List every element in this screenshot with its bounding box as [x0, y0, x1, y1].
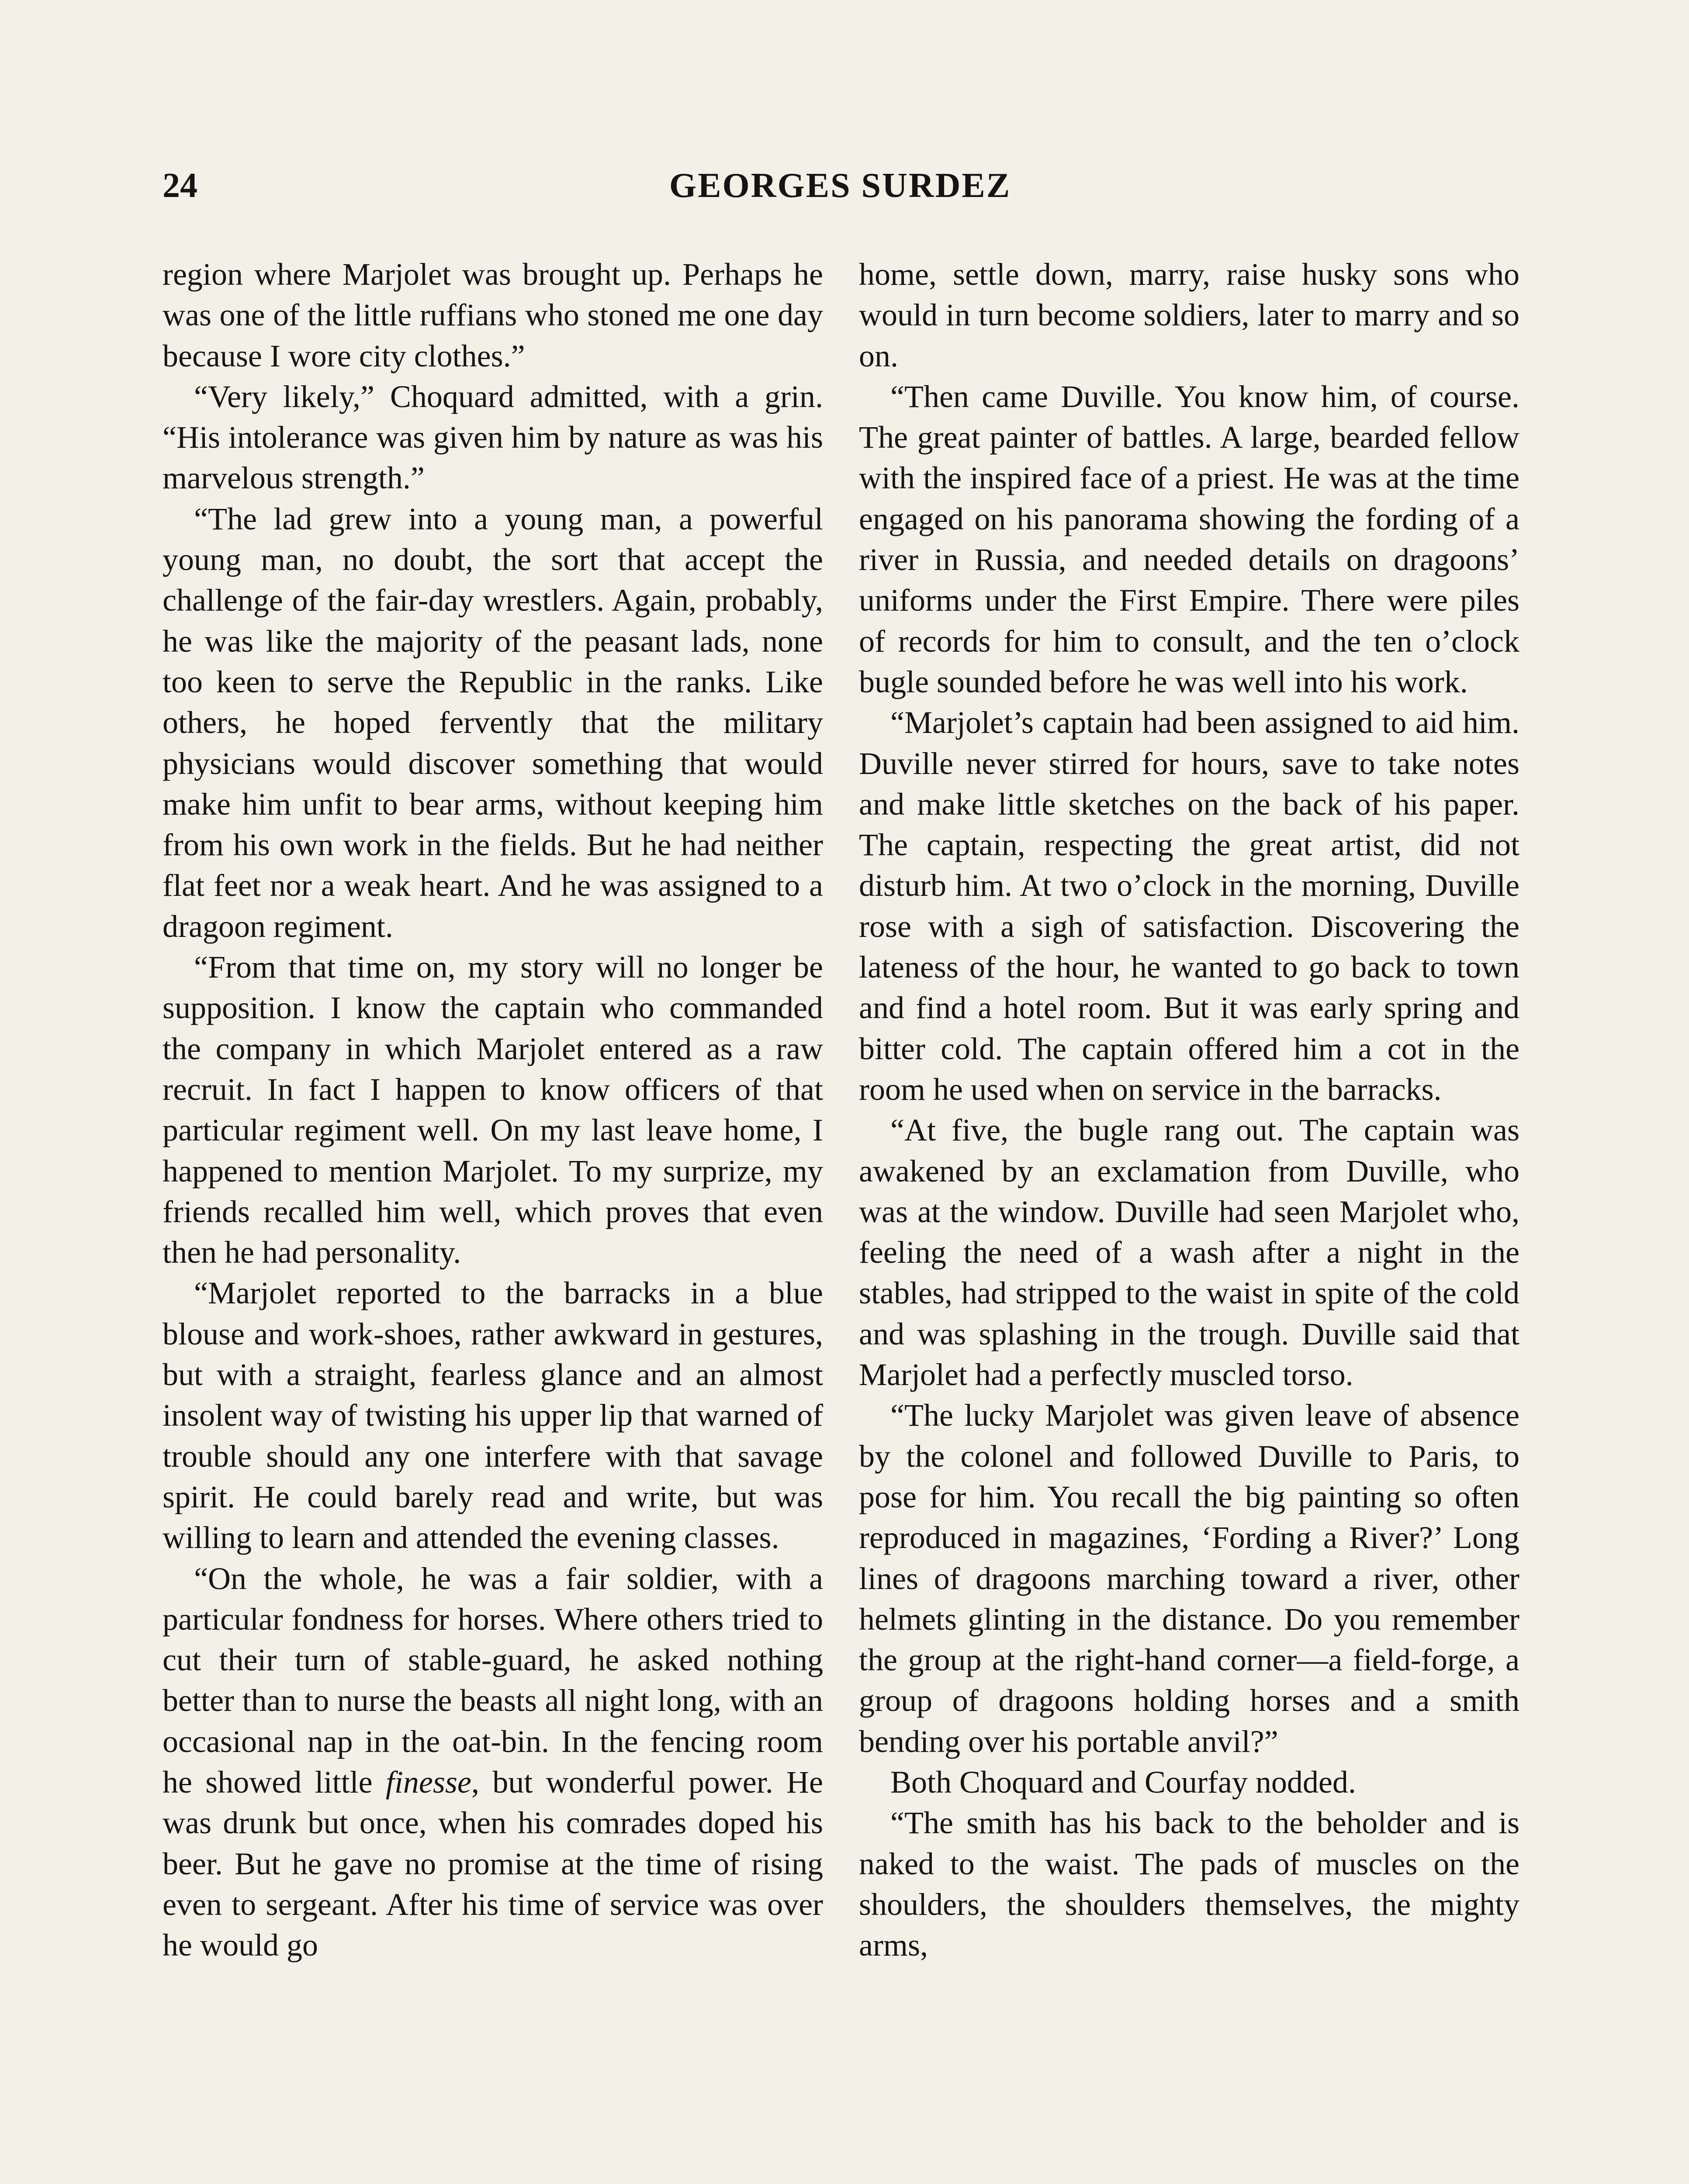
- page-number: 24: [163, 166, 197, 205]
- paragraph-text: “On the whole, he was a fair soldier, with a particular fondness for horses. Where others tried to cut their turn of stable-guard, he asked nothing better than to nurse the beasts all night long, with an occasional nap in the oat-bin. In the fencing room he showed little: [163, 1561, 823, 1800]
- paragraph: [163, 1559, 823, 1966]
- paragraph: “At five, the bugle rang out. The captain was awakened by an exclamation from Duville, who was at the window. Duville had seen Marjolet who, feeling the need of a wash after a night in the stables, had stripped to the waist in spite of the cold and was splashing in the trough. Duville said that Marjolet had a perfectly muscled torso.: [859, 1113, 1519, 1393]
- paragraph: home, settle down, marry, raise husky sons who would in turn become soldiers, later to marry and so on.: [859, 257, 1519, 373]
- paragraph: “The lad grew into a young man, a powerful young man, no doubt, the sort that accept the challenge of the fair-day wrestlers. Again, probably, he was like the majority of the peasant lads, none too keen to serve the Republic in the ranks. Like others, he hoped fervently that the military physicians would discover something that would make him unfit to bear arms, without keeping him from his own work in the fields. But he had neither flat feet nor a weak heart. And he was assigned to a dragoon regiment.: [163, 501, 823, 944]
- paragraph-text: , but wonderful power. He was drunk but once, when his comrades doped his beer. But he gave no promise at the time of rising even to sergeant. After his time of service was over he would go: [163, 1764, 823, 1963]
- paragraph: “Very likely,” Choquard admitted, with a grin. “His intolerance was given him by nature as was his marvelous strength.”: [163, 379, 823, 496]
- paragraph: “Then came Duville. You know him, of course. The great painter of battles. A large, bearded fellow with the inspired face of a priest. He was at the time engaged on his panorama showing the fording of a river in Russia, and needed details on dragoons’ uniforms under the First Empire. There were piles of records for him to consult, and the ten o’clock bugle sounded before he was well into his work.: [859, 379, 1519, 699]
- paragraph: “The smith has his back to the beholder and is naked to the waist. The pads of muscles on the shoulders, the shoulders themselves, the mighty arms,: [859, 1805, 1519, 1963]
- paragraph: “From that time on, my story will no longer be supposition. I know the captain who commanded the company in which Marjolet entered as a raw recruit. In fact I happen to know officers of that particular regiment well. On my last leave home, I happened to mention Marjolet. To my surprize, my friends recalled him well, which proves that even then he had personality.: [163, 950, 823, 1270]
- paragraph: “Marjolet’s captain had been assigned to aid him. Duville never stirred for hours, save to take notes and make little sketches on the back of his paper. The captain, respecting the great artist, did not disturb him. At two o’clock in the morning, Duville rose with a sigh of satisfaction. Discovering the lateness of the hour, he wanted to go back to town and find a hotel room. But it was early spring and bitter cold. The captain offered him a cot in the room he used when on service in the barracks.: [859, 705, 1519, 1107]
- paragraph: region where Marjolet was brought up. Perhaps he was one of the little ruffians who stoned me one day because I wore city clothes.”: [163, 257, 823, 373]
- italic-word: finesse: [385, 1764, 471, 1800]
- paragraph: “The lucky Marjolet was given leave of absence by the colonel and followed Duville to Paris, to pose for him. You recall the big painting so often reproduced in magazines, ‘Fording a River?’ Long lines of dragoons marching toward a river, other helmets glinting in the distance. Do you remember the group at the right-hand corner—a field-forge, a group of dragoons holding horses and a smith bending over his portable anvil?”: [859, 1398, 1519, 1759]
- right-text-column: [859, 254, 1519, 1966]
- running-head: [163, 162, 1518, 210]
- paragraph: “Marjolet reported to the barracks in a blue blouse and work-shoes, rather awkward in gestures, but with a straight, fearless glance and an almost insolent way of twisting his upper lip that warned of trouble should any one interfere with that savage spirit. He could barely read and write, but was willing to learn and attended the evening classes.: [163, 1275, 823, 1555]
- paragraph: Both Choquard and Courfay nodded.: [890, 1764, 1356, 1800]
- left-text-column: [163, 254, 823, 1966]
- running-title-author: GEORGES SURDEZ: [669, 166, 1011, 205]
